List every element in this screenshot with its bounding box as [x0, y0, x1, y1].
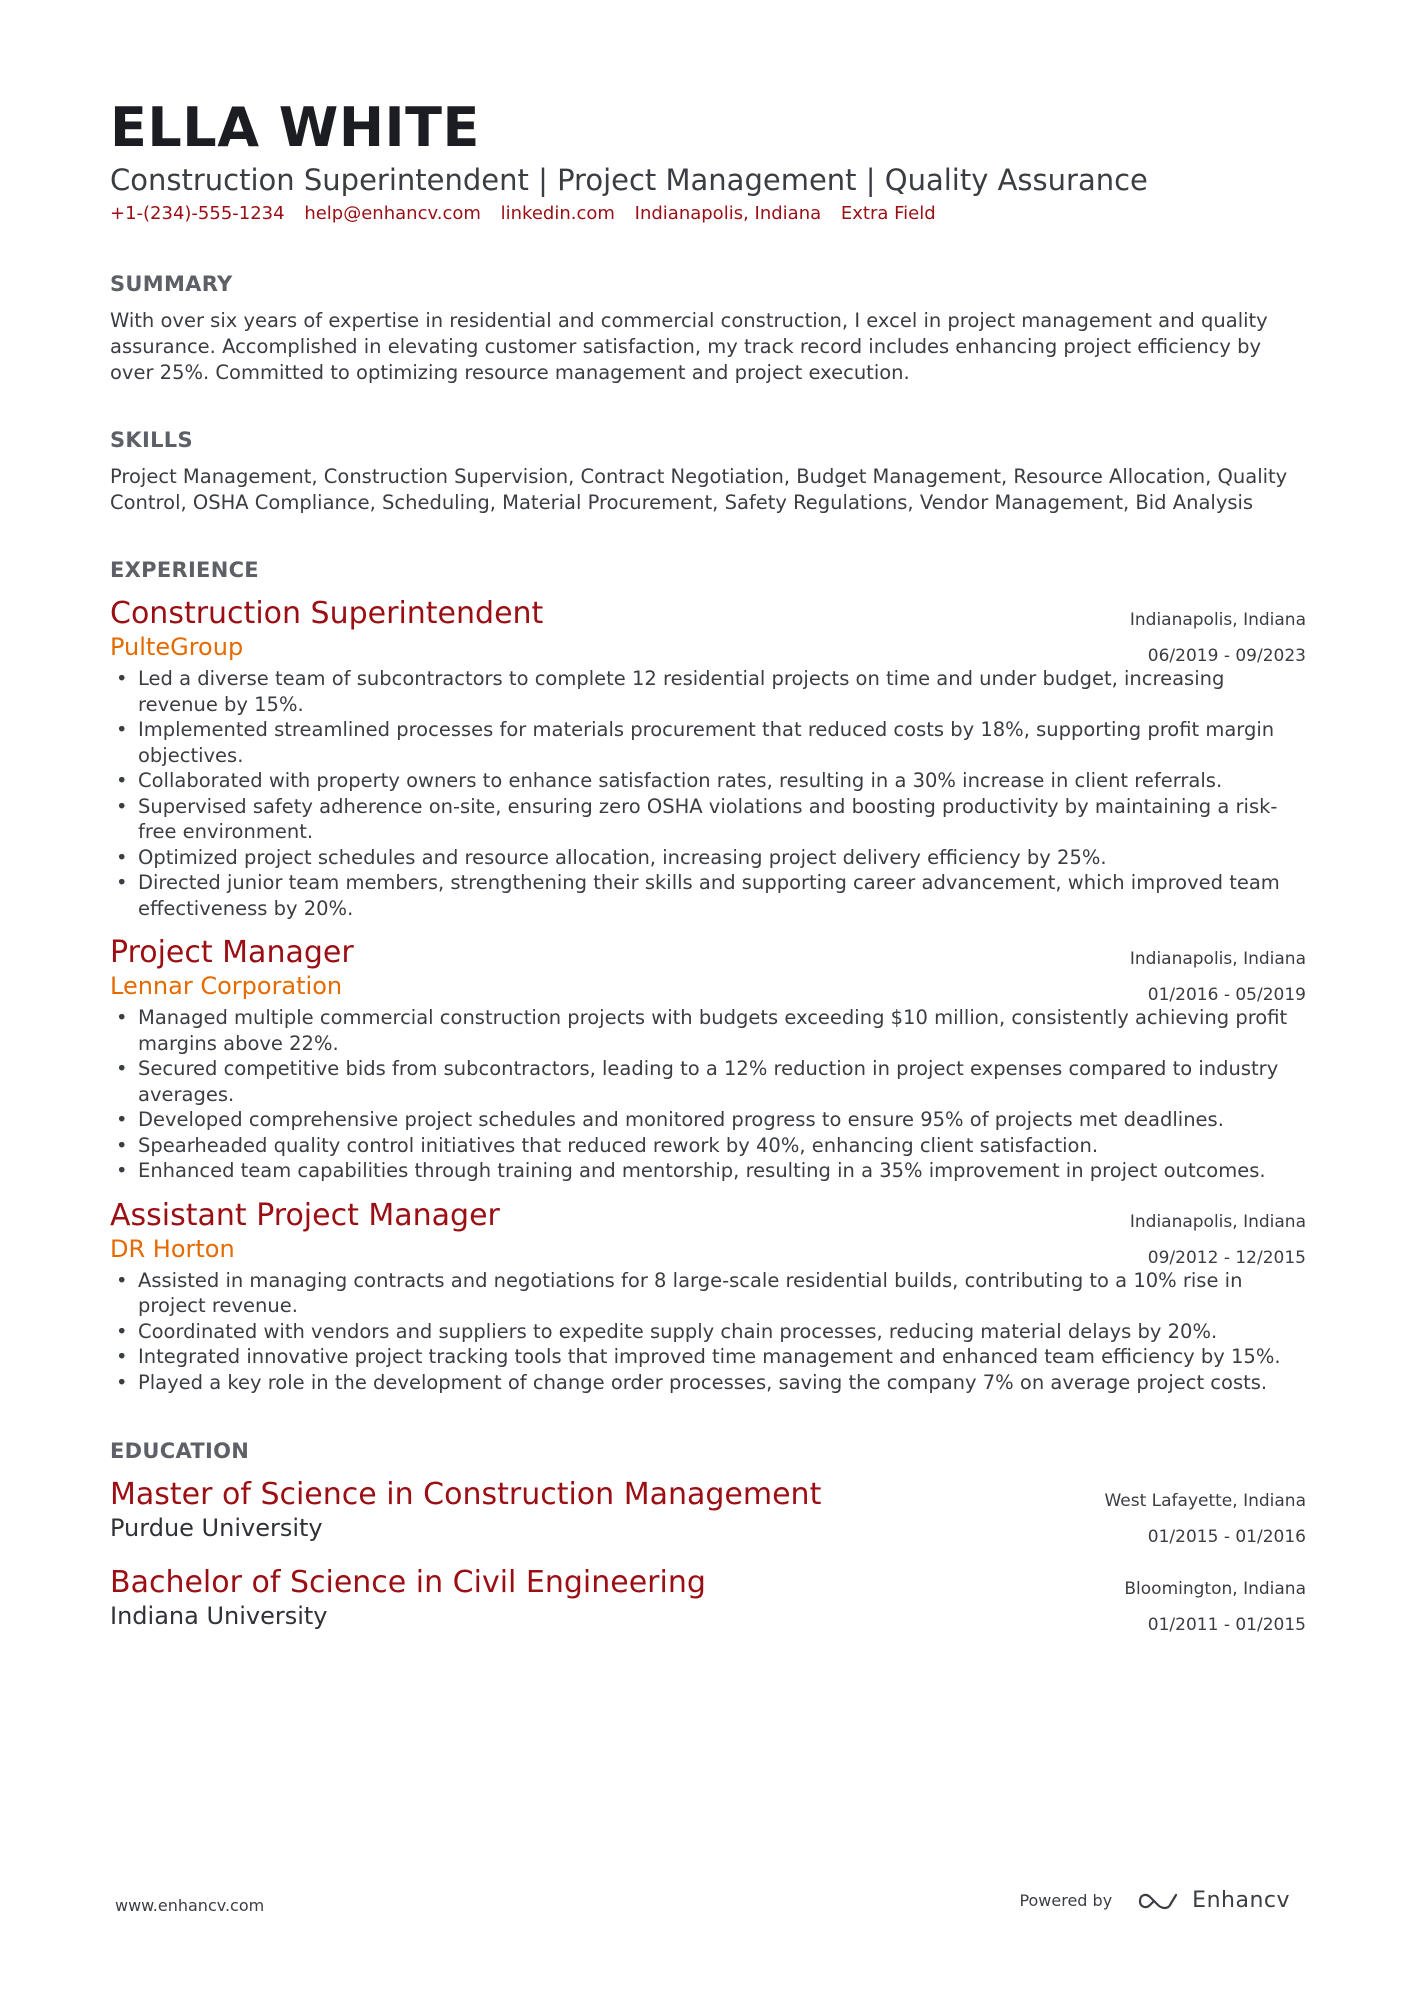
candidate-name: ELLA WHITE — [110, 96, 480, 159]
job-bullet: • Coordinated with vendors and suppliers to expedite supply chain processes, reducing material delays by 20%. — [110, 1319, 1306, 1345]
job-title: Assistant Project Manager — [110, 1197, 500, 1233]
education-entry-header — [110, 1477, 1306, 1547]
job-location: Indianapolis, Indiana — [1129, 949, 1306, 969]
job-title: Project Manager — [110, 935, 354, 970]
experience-section — [110, 556, 1306, 1395]
company-name: DR Horton — [110, 1234, 235, 1263]
powered-by-label: Powered by — [1019, 1891, 1113, 1910]
job-bullet: • Developed comprehensive project schedules and monitored progress to ensure 95% of projects met deadlines. — [110, 1107, 1306, 1133]
experience-entry — [110, 596, 1306, 921]
education-entry-header — [110, 1565, 1306, 1635]
education-dates: 01/2015 - 01/2016 — [1147, 1527, 1306, 1547]
job-dates: 01/2016 - 05/2019 — [1147, 985, 1306, 1005]
contact-phone[interactable]: +1-(234)-555-1234 — [110, 203, 285, 224]
job-bullet: • Secured competitive bids from subcontractors, leading to a 12% reduction in project expenses compared to industry averages. — [110, 1056, 1306, 1107]
job-bullet: • Integrated innovative project tracking tools that improved time management and enhanced team efficiency by 15%. — [110, 1344, 1306, 1370]
job-title: Construction Superintendent — [110, 596, 544, 631]
job-bullet: • Supervised safety adherence on-site, ensuring zero OSHA violations and boosting productivity by maintaining a risk-free environment. — [110, 794, 1306, 845]
experience-entry-header — [110, 596, 1306, 666]
experience-entry-header — [110, 935, 1306, 1005]
education-entry — [110, 1477, 1306, 1547]
job-bullets — [110, 1268, 1306, 1396]
summary-heading: SUMMARY — [110, 272, 233, 296]
summary-text: With over six years of expertise in residential and commercial construction, I excel in project management and quality assurance. Accomplished in elevating customer satisfaction, my track record includes enhancing project efficiency by over 25%. Committed to optimizing resource management and project execution. — [110, 309, 1268, 384]
footer-website[interactable]: www.enhancv.com — [115, 1896, 265, 1915]
job-bullet: • Collaborated with property owners to enhance satisfaction rates, resulting in a 30% increase in client referrals. — [110, 768, 1306, 794]
resume-content — [110, 96, 1306, 1635]
page-footer — [115, 1888, 1290, 1928]
school-name: Purdue University — [110, 1514, 323, 1542]
job-meta — [1130, 602, 1306, 674]
school-name: Indiana University — [110, 1602, 328, 1630]
footer-branding — [1019, 1888, 1290, 1913]
degree-title: Master of Science in Construction Management — [110, 1477, 822, 1512]
education-meta — [1124, 1571, 1306, 1643]
experience-heading: EXPERIENCE — [110, 558, 259, 582]
enhancv-logo-icon — [1136, 1889, 1180, 1913]
contact-line — [110, 202, 1306, 226]
job-dates: 09/2012 - 12/2015 — [1147, 1247, 1306, 1268]
experience-entry-header — [110, 1197, 1306, 1268]
job-bullet: • Spearheaded quality control initiatives that reduced rework by 40%, enhancing client satisfaction. — [110, 1133, 1306, 1159]
job-dates: 06/2019 - 09/2023 — [1147, 646, 1306, 666]
education-location: West Lafayette, Indiana — [1104, 1491, 1306, 1511]
education-meta — [1104, 1483, 1306, 1555]
contact-location: Indianapolis, Indiana — [634, 203, 822, 224]
education-dates: 01/2011 - 01/2015 — [1147, 1615, 1306, 1635]
education-location: Bloomington, Indiana — [1124, 1579, 1306, 1599]
job-bullet: • Optimized project schedules and resource allocation, increasing project delivery efficiency by 25%. — [110, 845, 1306, 871]
job-meta — [1130, 941, 1306, 1013]
experience-entry — [110, 935, 1306, 1184]
degree-title: Bachelor of Science in Civil Engineering — [110, 1565, 706, 1600]
contact-extra-field: Extra Field — [840, 203, 936, 224]
candidate-title: Construction Superintendent | Project Management | Quality Assurance — [110, 163, 1148, 197]
job-bullets — [110, 666, 1306, 921]
job-bullet: • Led a diverse team of subcontractors to complete 12 residential projects on time and under budget, increasing revenue by 15%. — [110, 666, 1306, 717]
job-bullet: • Directed junior team members, strengthening their skills and supporting career advancement, which improved team effectiveness by 20%. — [110, 870, 1306, 921]
summary-section — [110, 270, 1306, 386]
brand-name[interactable]: Enhancv — [1192, 1888, 1290, 1913]
education-entry — [110, 1565, 1306, 1635]
skills-section — [110, 426, 1306, 516]
experience-entry — [110, 1198, 1306, 1396]
job-bullet: • Managed multiple commercial construction projects with budgets exceeding $10 million, consistently achieving profit margins above 22%. — [110, 1005, 1306, 1056]
skills-text: Project Management, Construction Supervision, Contract Negotiation, Budget Management, Resource Allocation, Quality Control, OSHA Compliance, Scheduling, Material Procurement, Safety Regulations, Vendor Management, Bid Analysis — [110, 465, 1288, 514]
job-bullet: • Implemented streamlined processes for materials procurement that reduced costs by 18%, supporting profit margin objectives. — [110, 717, 1306, 768]
job-bullet: • Enhanced team capabilities through training and mentorship, resulting in a 35% improvement in project outcomes. — [110, 1158, 1306, 1184]
job-bullets — [110, 1005, 1306, 1184]
job-location: Indianapolis, Indiana — [1129, 610, 1306, 630]
contact-email[interactable]: help@enhancv.com — [304, 203, 481, 224]
company-name: PulteGroup — [110, 633, 244, 661]
contact-linkedin[interactable]: linkedin.com — [500, 203, 615, 224]
job-meta — [1130, 1204, 1306, 1276]
skills-heading: SKILLS — [110, 428, 193, 452]
resume-header — [110, 96, 1306, 226]
education-section — [110, 1437, 1306, 1635]
company-name: Lennar Corporation — [110, 972, 343, 1000]
job-bullet: • Assisted in managing contracts and negotiations for 8 large-scale residential builds, contributing to a 10% rise in project revenue. — [110, 1268, 1306, 1319]
job-bullet: • Played a key role in the development of change order processes, saving the company 7% on average project costs. — [110, 1370, 1306, 1396]
education-heading: EDUCATION — [110, 1439, 250, 1463]
job-location: Indianapolis, Indiana — [1129, 1211, 1306, 1232]
